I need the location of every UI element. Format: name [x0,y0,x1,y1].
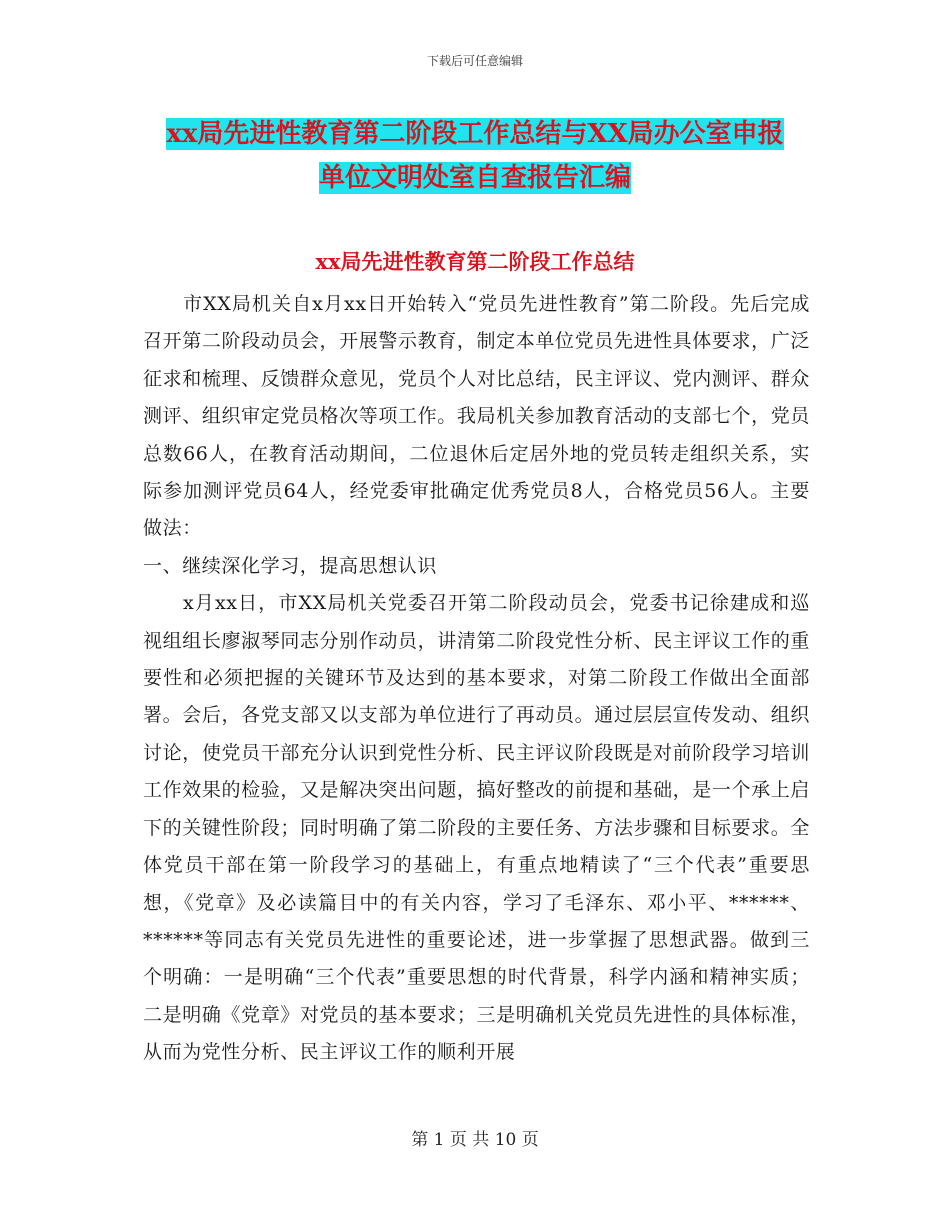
document-body [143,286,810,1072]
document-title [0,112,950,200]
document-title-line-1: xx局先进性教育第二阶段工作总结与XX局办公室申报 [166,119,784,149]
section-title: xx局先进性教育第二阶段工作总结 [315,249,635,274]
section-heading-1: 一、继续深化学习，提高思想认识 [143,554,438,577]
body-paragraph-1: 市XX局机关自x月xx日开始转入“党员先进性教育”第二阶段。先后完成召开第二阶段动员会，开展警示教育，制定本单位党员先进性具体要求，广泛征求和梳理、反馈群众意见，党员个人对比总结，民主评议、党内测评、群众测评、组织审定党员格次等项工作。我局机关参加教育活动的支部七个，党员总数66人，在教育活动期间，二位退休后定居外地的党员转走组织关系，实际参加测评党员64人，经党委审批确定优秀党员8人，合格党员56人。主要做法： [143,293,810,540]
document-title-line-2: 单位文明处室自查报告汇编 [318,163,631,193]
body-paragraph-2: x月xx日，市XX局机关党委召开第二阶段动员会，党委书记徐建成和巡视组组长廖淑琴同志分别作动员，讲清第二阶段党性分析、民主评议工作的重要性和必须把握的关键环节及达到的基本要求，对第二阶段工作做出全面部署。会后，各党支部又以支部为单位进行了再动员。通过层层宣传发动、组织讨论，使党员干部充分认识到党性分析、民主评议阶段既是对前阶段学习培训工作效果的检验，又是解决突出问题，搞好整改的前提和基础，是一个承上启下的关键性阶段；同时明确了第二阶段的主要任务、方法步骤和目标要求。全体党员干部在第一阶段学习的基础上，有重点地精读了“三个代表”重要思想，《党章》及必读篇目中的有关内容，学习了毛泽东、邓小平、******、******等同志有关党员先进性的重要论述，进一步掌握了思想武器。做到三个明确：一是明确“三个代表”重要思想的时代背景，科学内涵和精神实质；二是明确《党章》对党员的基本要求；三是明确机关党员先进性的具体标准，从而为党性分析、民主评议工作的顺利开展 [143,592,810,1064]
page-header-note: 下载后可任意编辑 [426,54,523,68]
page-number-footer: 第 1 页 共 10 页 [411,1130,539,1150]
